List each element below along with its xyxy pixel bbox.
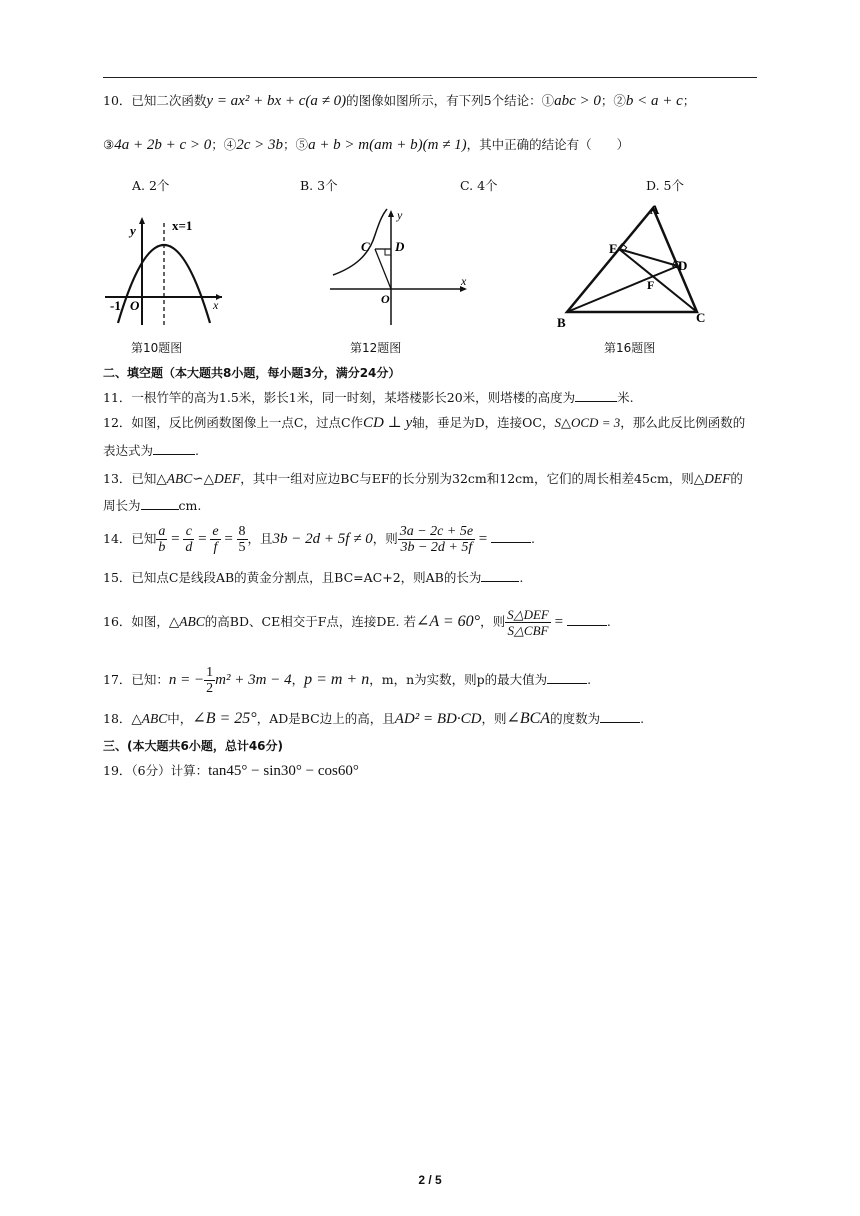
fig16-label-c: C (696, 310, 706, 325)
fig16-label-b: B (557, 315, 566, 330)
fig10-caption: 第10题图 (131, 341, 183, 355)
fig12-hyperbola-curve (333, 209, 387, 275)
q10-option-a[interactable]: A. 2个 (132, 178, 170, 193)
q10-line2: ③4a + 2b + c > 0；④2c > 3b；⑤a + b > m(am + b)(m ≠ 1)，其中正确的结论有（ ） (103, 137, 630, 153)
q12-line2: 表达式为 . (103, 443, 199, 458)
fig10-label-x: x (213, 298, 219, 312)
fig16-label-e: E (609, 241, 618, 256)
q19: 19．（6分）计算：tan45° − sin30° − cos60° (103, 763, 359, 779)
fig12-y-arrow (388, 210, 394, 217)
q11: 11．一根竹竿的高为1.5米，影长1米，同一时刻，某塔楼影长20米，则塔楼的高度为 米. (103, 390, 634, 405)
page-number: 2 / 5 (418, 1173, 442, 1187)
fig10-label-y: y (130, 223, 136, 238)
q10-option-c[interactable]: C. 4个 (460, 178, 498, 193)
fig10-y-arrow (139, 217, 145, 224)
fig16-triangle (555, 200, 715, 330)
section2-heading: 二、填空题（本大题共8小题，每小题3分，满分24分） (103, 366, 401, 380)
fig12-label-d: D (395, 239, 405, 254)
fig10-label-neg1: -1 (110, 298, 121, 313)
q13-line1: 13．已知△ABC∽△DEF，其中一组对应边BC与EF的长分别为32cm和12cm，它们的周长相差45cm，则△DEF的 (103, 471, 743, 486)
q10-line1: 10．已知二次函数y = ax² + bx + c(a ≠ 0)的图像如图所示，有下列5个结论：①abc > 0；②b < a + c； (103, 93, 696, 109)
fig12-right-angle-mark (385, 249, 391, 255)
q14: 14．已知 $\frac{a}{b}$ = $\frac{c}{d}$ = $\frac{e}{f}$ = $\frac{8}{5}$ ，且3b − 2d + 5f ≠ 0，则 $\frac{3a - 2c + 5e}{3b - 2d + 5f}$ = . (103, 524, 535, 555)
fig10-label-origin: O (130, 298, 140, 313)
fig16-altitude-bd (567, 266, 678, 312)
fig12-label-y: y (397, 208, 403, 222)
fig16-caption: 第16题图 (604, 341, 656, 355)
q17-answer-blank[interactable] (547, 671, 587, 684)
fig12-caption: 第12题图 (350, 341, 402, 355)
q18-answer-blank[interactable] (600, 710, 640, 723)
fig16-label-d: D (678, 258, 688, 273)
q10-option-b[interactable]: B. 3个 (300, 178, 338, 193)
fig10-parabola-graph (100, 205, 230, 330)
q12-answer-blank[interactable] (153, 442, 195, 455)
q13-line2: 周长为 cm. (103, 498, 202, 513)
fig16-label-a: A (650, 202, 660, 217)
q17: 17．已知：n = − $\frac{1}{2}$ m² + 3m − 4，p = m + n，m，n为实数，则p的最大值为 . (103, 665, 592, 696)
q10-function: y = ax² + bx + c(a ≠ 0) (206, 93, 347, 109)
fig12-label-x: x (461, 274, 467, 288)
section3-heading: 三、(本大题共6小题，总计46分) (103, 739, 284, 753)
q13-answer-blank[interactable] (141, 497, 179, 510)
q14-answer-blank[interactable] (491, 530, 531, 543)
q15-answer-blank[interactable] (481, 569, 519, 582)
fig16-label-f: F (647, 278, 655, 292)
fig10-label-x1: x=1 (172, 218, 193, 233)
q18: 18．△ABC中，∠B = 25°，AD是BC边上的高，且AD² = BD·CD，则∠BCA的度数为 . (103, 710, 645, 727)
q15: 15．已知点C是线段AB的黄金分割点，且BC=AC+2，则AB的长为 . (103, 570, 524, 585)
fig12-label-c: C (361, 239, 370, 254)
top-rule (103, 77, 757, 78)
fig12-label-origin: O (381, 292, 390, 306)
q12-line1: 12．如图，反比例函数图像上一点C，过点C作CD ⊥ y轴，垂足为D，连接OC，S△OCD = 3，那么此反比例函数的 (103, 415, 746, 431)
q16-answer-blank[interactable] (567, 613, 607, 626)
q10-option-d[interactable]: D. 5个 (646, 178, 684, 193)
fig16-segment-de (619, 249, 678, 266)
q11-answer-blank[interactable] (575, 389, 617, 402)
fig12-hyperbola-graph (325, 205, 475, 330)
q16: 16．如图，△ABC的高BD、CE相交于F点，连接DE. 若∠A = 60°，则 $\frac{\text{S△DEF}}{\text{S△CBF}}$ = . (103, 607, 611, 638)
